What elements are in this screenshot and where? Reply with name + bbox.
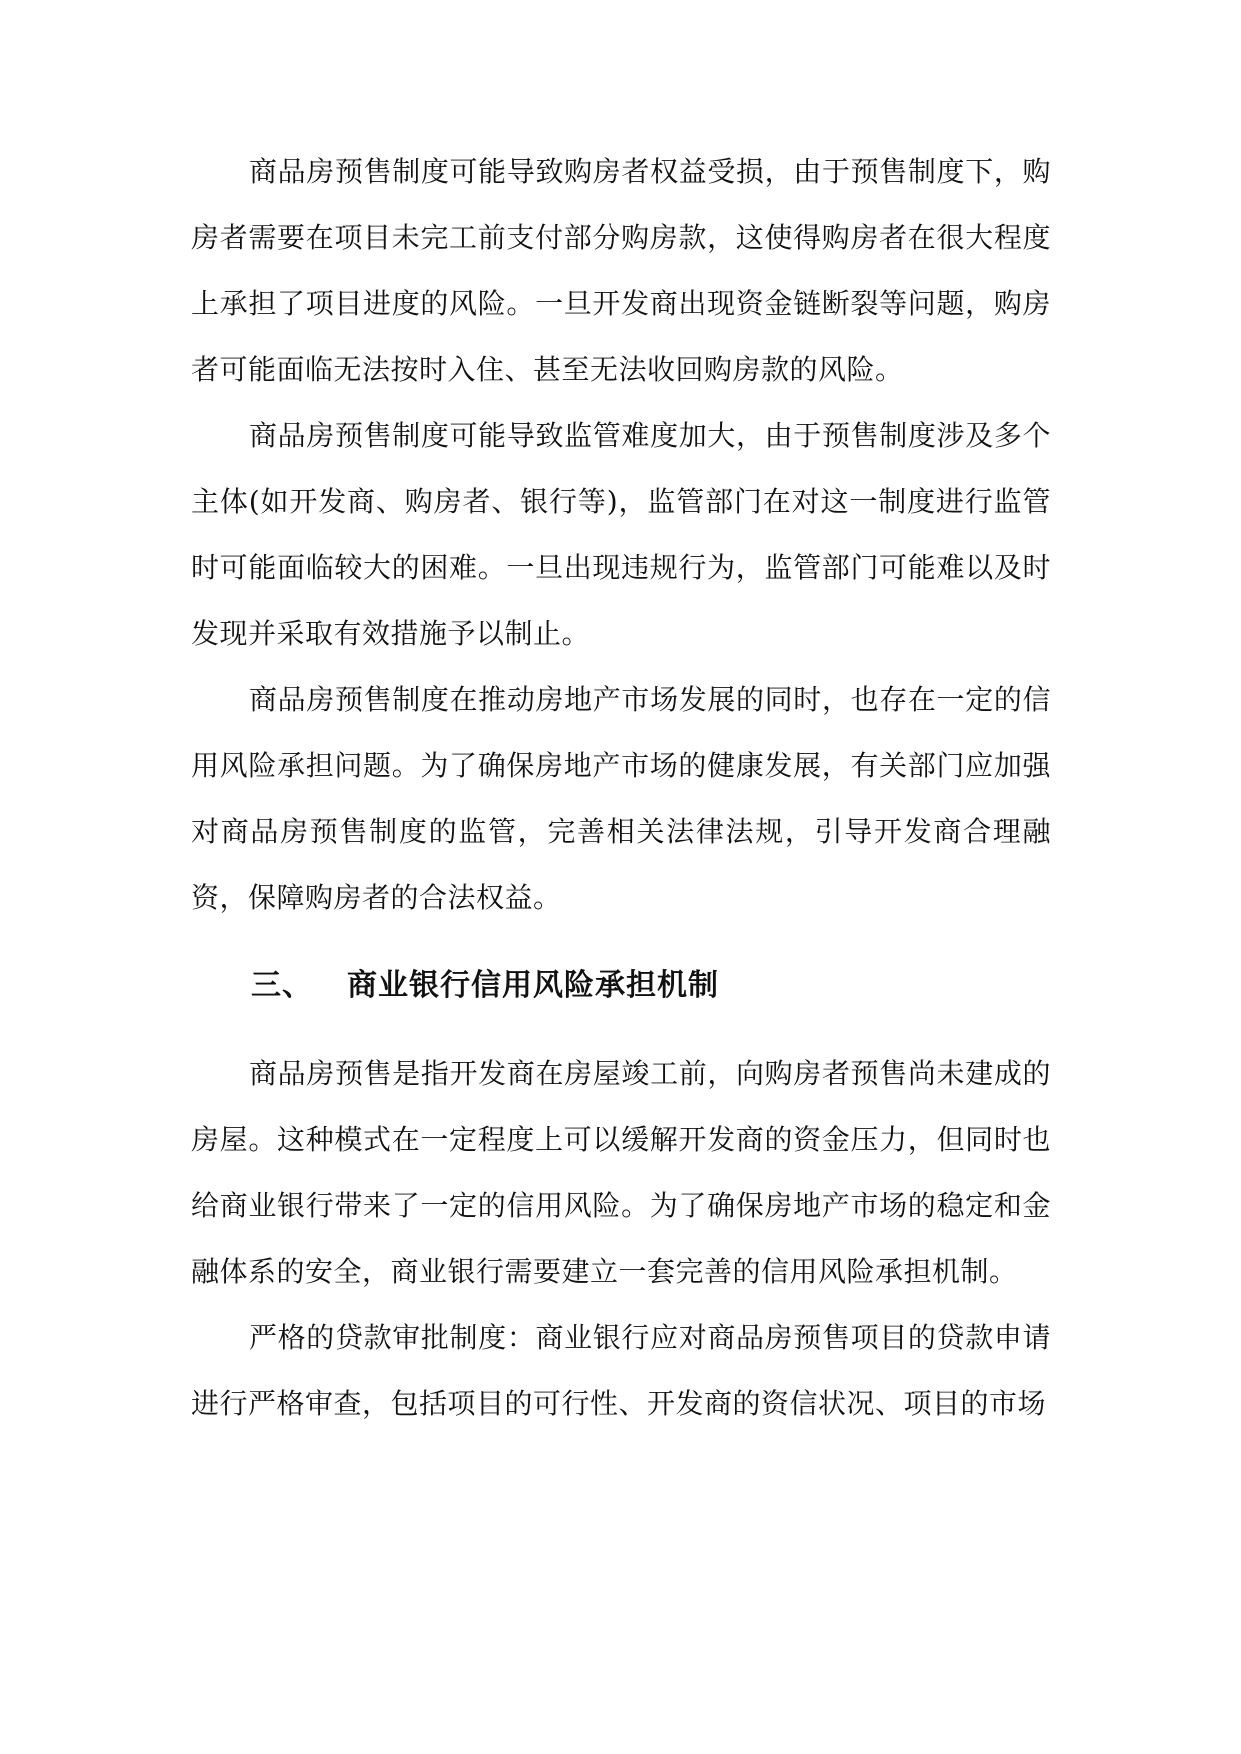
section-number: 三、 [251,968,313,1003]
paragraph-conclusion: 商品房预售制度在推动房地产市场发展的同时，也存在一定的信用风险承担问题。为了确保房地产市场的健康发展，有关部门应加强对商品房预售制度的监管，完善相关法律法规，引导开发商合理融资，保障购房者的合法权益。 [191,683,1051,914]
section-title: 商业银行信用风险承担机制 [347,968,719,1003]
paragraph-loan-approval: 严格的贷款审批制度：商业银行应对商品房预售项目的贷款申请进行严格审查，包括项目的可行性、开发商的资信状况、项目的市场 [191,1321,1051,1420]
paragraph-presale-definition: 商品房预售是指开发商在房屋竣工前，向购房者预售尚未建成的房屋。这种模式在一定程度上可以缓解开发商的资金压力，但同时也给商业银行带来了一定的信用风险。为了确保房地产市场的稳定和金融体系的安全，商业银行需要建立一套完善的信用风险承担机制。 [191,1057,1051,1288]
paragraph-supervision-difficulty: 商品房预售制度可能导致监管难度加大，由于预售制度涉及多个主体(如开发商、购房者、银行等)，监管部门在对这一制度进行监管时可能面临较大的困难。一旦出现违规行为，监管部门可能难以及时发现并采取有效措施予以制止。 [191,419,1051,650]
document-body [191,139,1051,1437]
section-heading [191,953,1051,1019]
paragraph-buyer-rights: 商品房预售制度可能导致购房者权益受损，由于预售制度下，购房者需要在项目未完工前支付部分购房款，这使得购房者在很大程度上承担了项目进度的风险。一旦开发商出现资金链断裂等问题，购房者可能面临无法按时入住、甚至无法收回购房款的风险。 [191,155,1051,386]
